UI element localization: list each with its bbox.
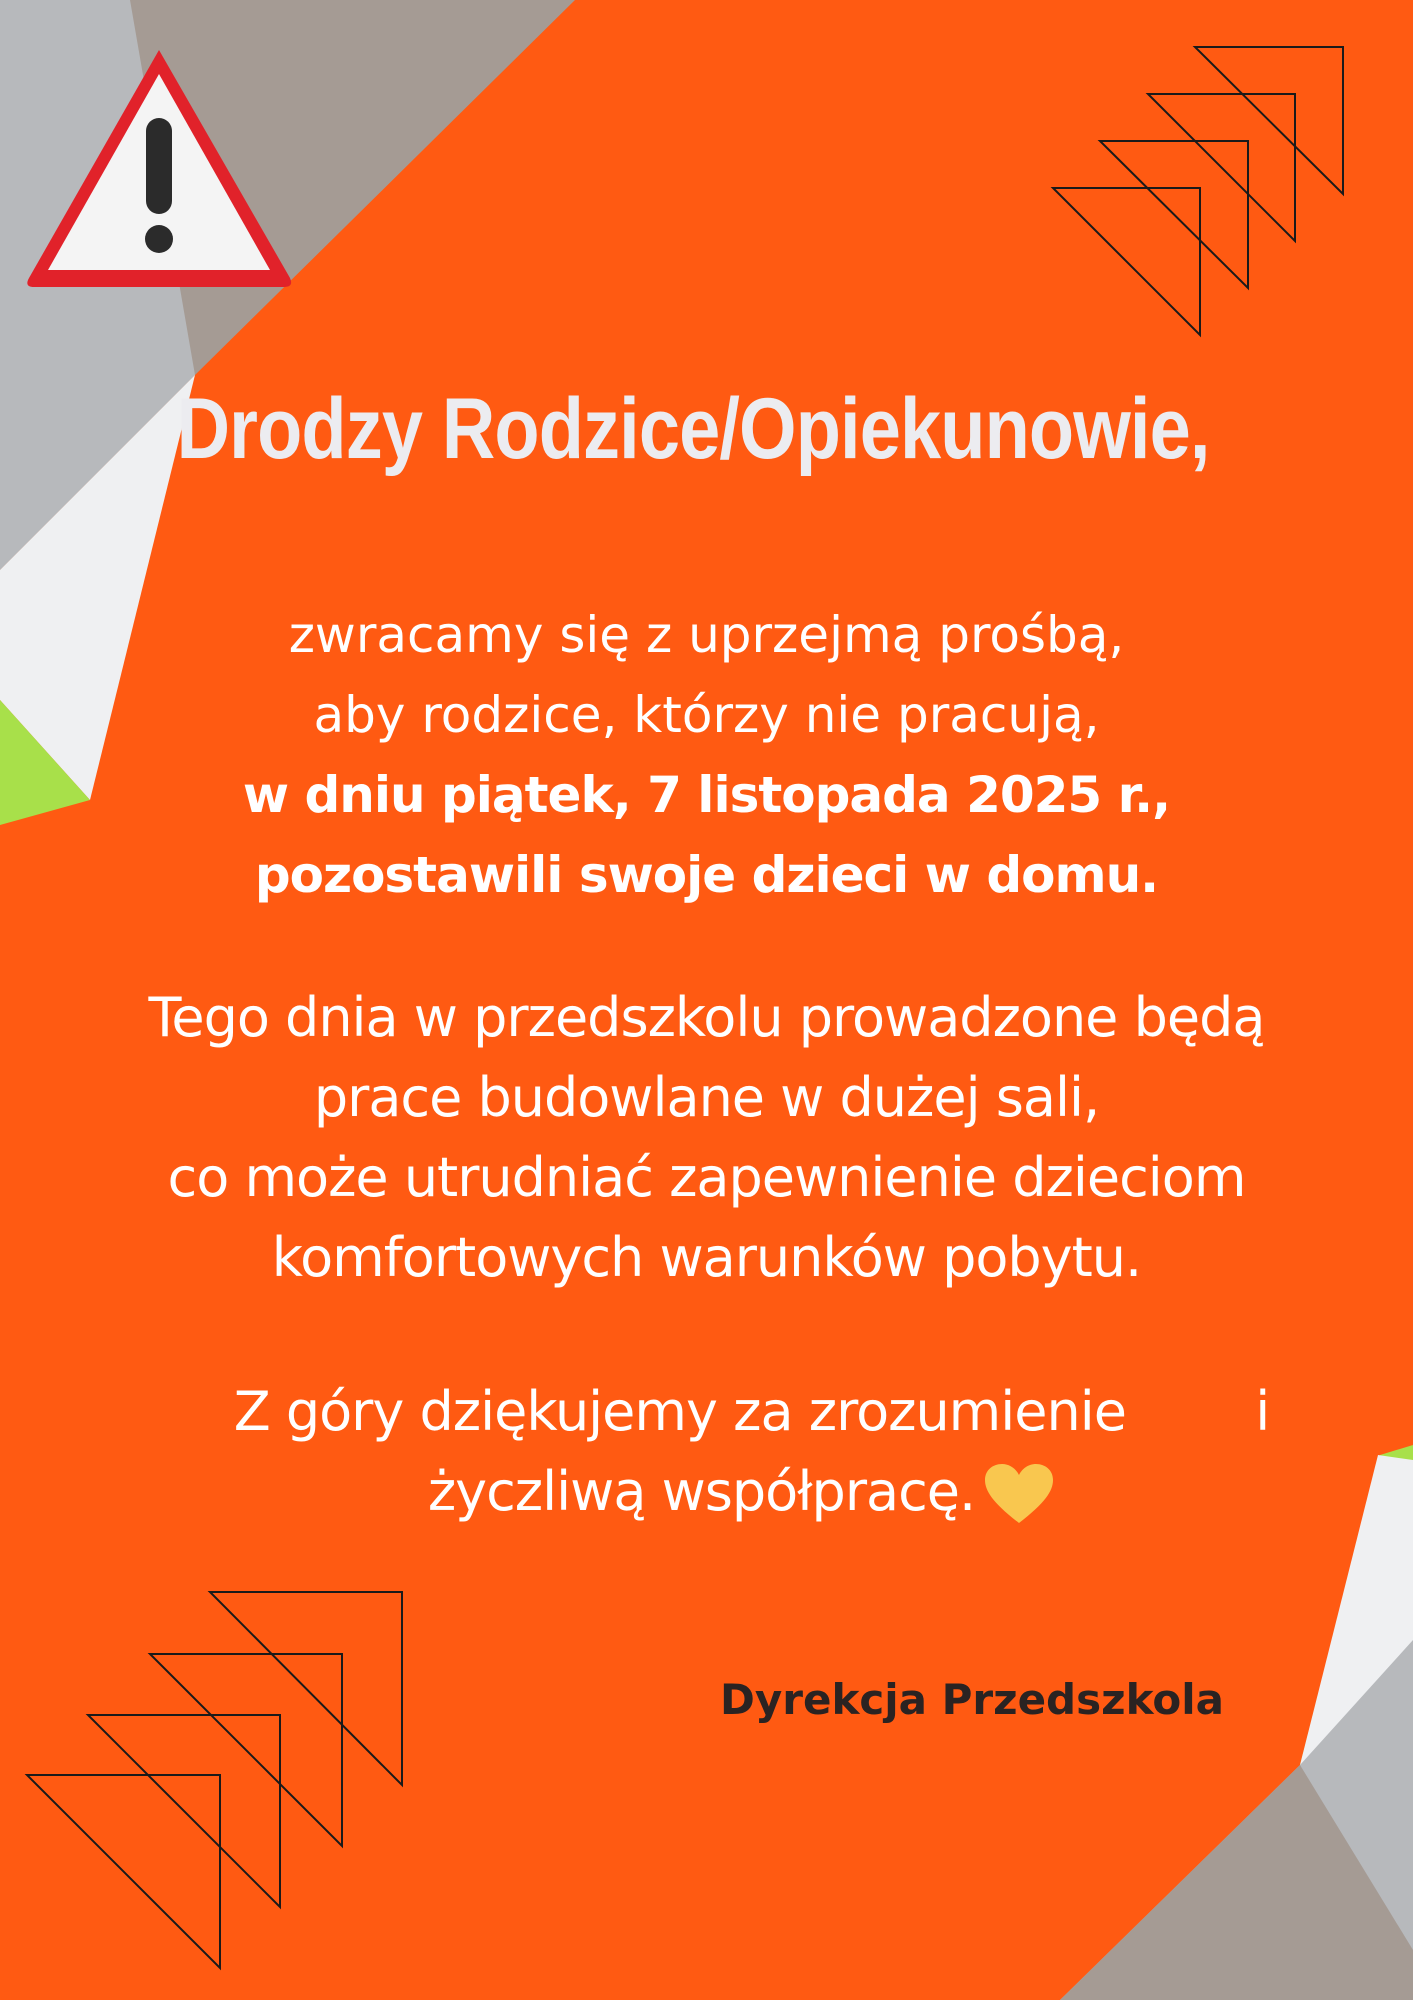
- reason-line-3: co może utrudniać zapewnienie dzieciom: [167, 1146, 1246, 1209]
- reason-paragraph: [0, 978, 1413, 1298]
- request-line-1: zwracamy się z uprzejmą prośbą,: [288, 606, 1125, 664]
- heart-icon: [983, 1463, 1055, 1527]
- warning-icon: [22, 42, 297, 292]
- thanks-paragraph: [0, 1372, 1413, 1532]
- triangle-pattern-top: [1053, 47, 1343, 335]
- request-date-line: w dniu piątek, 7 listopada 2025 r.,: [242, 766, 1171, 824]
- thanks-line-1: [0, 1372, 1413, 1452]
- reason-line-4: komfortowych warunków pobytu.: [271, 1226, 1142, 1289]
- thanks-line-2: [0, 1452, 1413, 1532]
- reason-line-1: Tego dnia w przedszkolu prowadzone będą: [148, 986, 1265, 1049]
- reason-line-2: prace budowlane w dużej sali,: [313, 1066, 1100, 1129]
- request-line-2: aby rodzice, którzy nie pracują,: [313, 686, 1100, 744]
- thanks-line-2-text: życzliwą współpracę.: [427, 1460, 976, 1523]
- request-line-4: pozostawili swoje dzieci w domu.: [254, 846, 1159, 904]
- signature: Dyrekcja Przedszkola: [720, 1675, 1224, 1724]
- request-paragraph: [0, 595, 1413, 915]
- thanks-line-1-text: Z góry dziękujemy za zrozumienie i: [233, 1380, 1270, 1443]
- page-title: Drodzy Rodzice/Opiekunowie,: [176, 381, 1210, 477]
- triangle-pattern-bottom: [27, 1592, 402, 1968]
